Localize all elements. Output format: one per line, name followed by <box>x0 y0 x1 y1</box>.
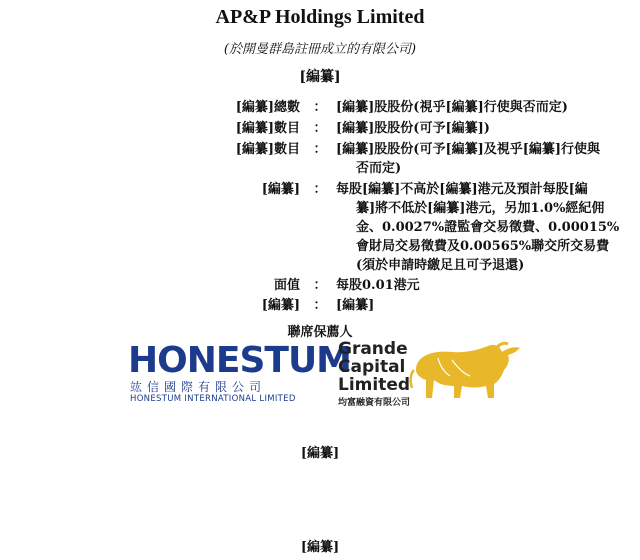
offer-row-colon: ： <box>313 298 327 313</box>
offer-row-value-cont: 會財局交易徵費及0.00565%聯交所交易費 <box>356 239 610 254</box>
offer-row-label: [編纂]總數 <box>235 100 300 115</box>
offer-row-value: [編纂] <box>336 298 375 313</box>
offer-row-label: [編纂]數目 <box>235 142 300 157</box>
offer-row-value-cont: 金、0.0027%證監會交易徵費、0.00015% <box>356 220 620 235</box>
offer-row-value-cont: 否而定) <box>356 161 402 176</box>
offer-row-colon: ： <box>313 182 327 197</box>
bull-icon <box>408 340 528 402</box>
offer-row-value-cont: (須於申請時繳足且可予退還) <box>356 258 525 273</box>
company-title: AP&P Holdings Limited <box>215 6 425 28</box>
joint-sponsors-heading: 聯席保薦人 <box>287 325 353 340</box>
offer-row-colon: ： <box>313 278 327 293</box>
honestum-logo-chinese: 竑信國際有限公司 <box>130 380 267 394</box>
offer-row-value: 每股[編纂]不高於[編纂]港元及預計每股[編 <box>336 182 588 197</box>
offer-row-colon: ： <box>313 100 327 115</box>
offer-row-label: [編纂] <box>261 298 300 313</box>
incorporation-note: (於開曼群島註冊成立的有限公司) <box>223 42 417 57</box>
offer-row-colon: ： <box>313 121 327 136</box>
grande-logo-line2: Capital <box>338 357 406 377</box>
offer-row-value: [編纂]股股份(視乎[編纂]行使與否而定) <box>336 100 568 115</box>
grande-logo-chinese: 均富融資有限公司 <box>338 398 411 408</box>
honestum-logo-wordmark: HONESTUM <box>128 340 351 381</box>
offer-row-value: [編纂]股股份(可予[編纂]及視乎[編纂]行使與 <box>336 142 601 157</box>
offer-row-value-cont: 纂]將不低於[編纂]港元，另加1.0%經紀佣 <box>356 201 605 216</box>
offer-row-label: [編纂] <box>261 182 300 197</box>
offer-row-label: 面值 <box>273 278 300 293</box>
offer-row-colon: ： <box>313 142 327 157</box>
grande-logo-line3: Limited <box>338 375 411 395</box>
redacted-bottom: [編纂] <box>300 540 340 555</box>
grande-logo-line1: Grande <box>338 339 408 359</box>
grande-logo-wordmark <box>338 340 410 394</box>
offer-row-value: 每股0.01港元 <box>336 278 420 293</box>
sponsor-logos <box>0 340 640 410</box>
redacted-heading: [編纂] <box>299 69 341 85</box>
redacted-middle: [編纂] <box>300 446 340 461</box>
offer-row-label: [編纂]數目 <box>235 121 300 136</box>
honestum-logo-english: HONESTUM INTERNATIONAL LIMITED <box>130 394 296 404</box>
offer-row-value: [編纂]股股份(可予[編纂]) <box>336 121 490 136</box>
